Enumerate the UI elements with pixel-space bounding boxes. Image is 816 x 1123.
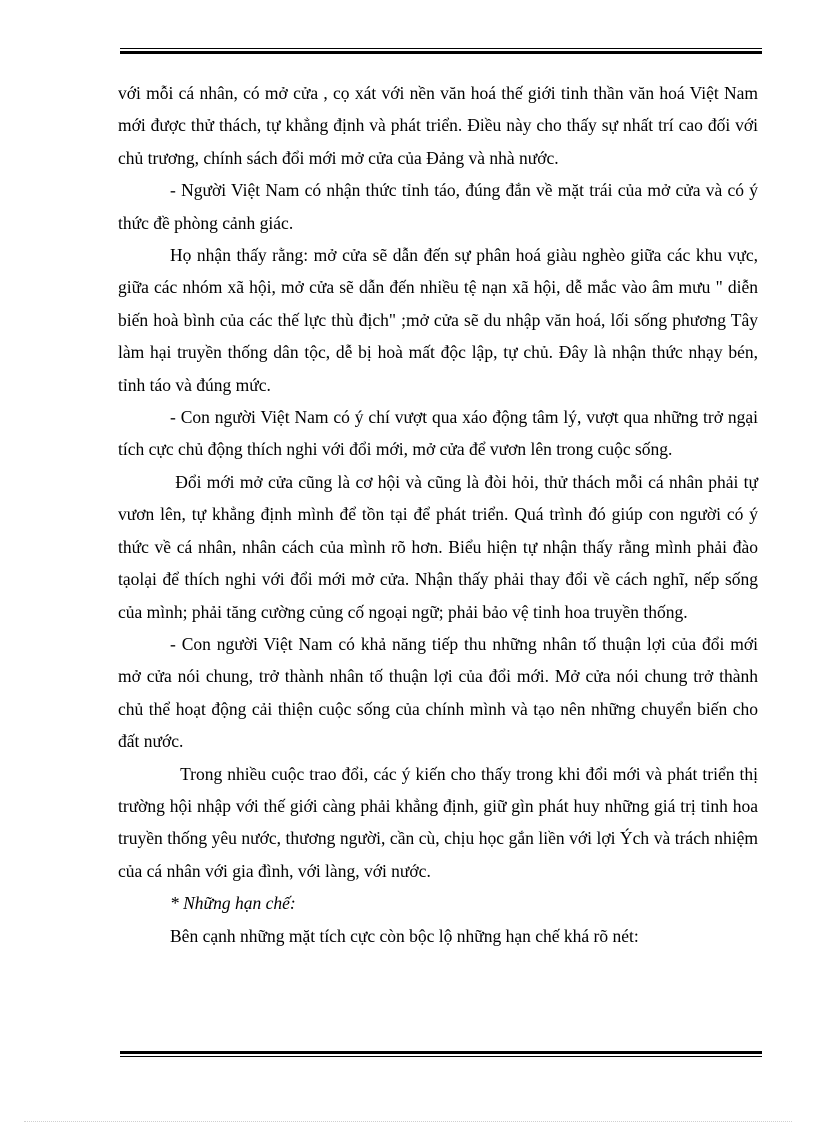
paragraph-6: - Con người Việt Nam có khả năng tiếp thu những nhân tố thuận lợi của đổi mới mở cửa nói chung, trở thành nhân tố thuận lợi của đổi mới. Mở cửa nói chung trở thành chủ thể hoạt động cải thiện cuộc sống của chính mình và tạo nên những chuyển biến cho đất nước. [118,633,758,752]
paragraph-3: Họ nhận thấy rằng: mở cửa sẽ dẫn đến sự phân hoá giàu nghèo giữa các khu vực, giữa các nhóm xã hội, mở cửa sẽ dẫn đến nhiều tệ nạn xã hội, dễ mắc vào âm mưu " diễn biến hoà bình của các thế lực thù địch" ;mở cửa sẽ du nhập văn hoá, lối sống phương Tây làm hại truyền thống dân tộc, dễ bị hoà mất độc lập, tự chủ. Đây là nhận thức nhạy bén, tỉnh táo và đúng mức. [118,245,758,395]
document-body [118,77,763,952]
subheading-prefix: * [170,893,184,914]
closing-paragraph: Bên cạnh những mặt tích cực còn bộc lộ những hạn chế khá rõ nét: [170,925,639,946]
paragraph-4: - Con người Việt Nam có ý chí vượt qua xáo động tâm lý, vượt qua những trở ngại tích cực chủ động thích nghi với đổi mới, mở cửa để vươn lên trong cuộc sống. [118,407,758,460]
paragraph-5: Đổi mới mở cửa cũng là cơ hội và cũng là đòi hỏi, thử thách mỗi cá nhân phải tự vươn lên, tự khẳng định mình để tồn tại để phát triển. Quá trình đó giúp con người có ý thức về cá nhân, nhân cách của mình rõ hơn. Biểu hiện tự nhận thấy rằng mình phải đào tạolại để thích nghi với đổi mới mở cửa. Nhận thấy phải thay đổi về cách nghĩ, nếp sống của mình; phải tăng cường củng cố ngoại ngữ; phải bảo vệ tinh hoa truyền thống. [118,471,763,622]
footer-rule [120,1051,762,1058]
subheading-label: Những hạn chế: [183,893,296,914]
paragraph-2: - Người Việt Nam có nhận thức tỉnh táo, đúng đắn về mặt trái của mở cửa và có ý thức đề phòng cảnh giác. [118,180,758,233]
page-edge-divider [24,1121,792,1122]
paragraph-1: với mỗi cá nhân, có mở cửa , cọ xát với nền văn hoá thế giới tinh thần văn hoá Việt Nam mới được thử thách, tự khẳng định và phát triển. Điều này cho thấy sự nhất trí cao đối với chủ trương, chính sách đổi mới mở cửa của Đảng và nhà nước. [118,83,758,168]
subheading-limitations [118,887,758,919]
paragraph-7: Trong nhiều cuộc trao đổi, các ý kiến cho thấy trong khi đổi mới và phát triển thị trường hội nhập với thế giới càng phải khẳng định, giữ gìn phát huy những giá trị tinh hoa truyền thống yêu nước, thương người, cần cù, chịu học gắn liền với lợi Ých và trách nhiệm của cá nhân với gia đình, với làng, với nước. [118,763,763,881]
header-rule [120,48,762,54]
